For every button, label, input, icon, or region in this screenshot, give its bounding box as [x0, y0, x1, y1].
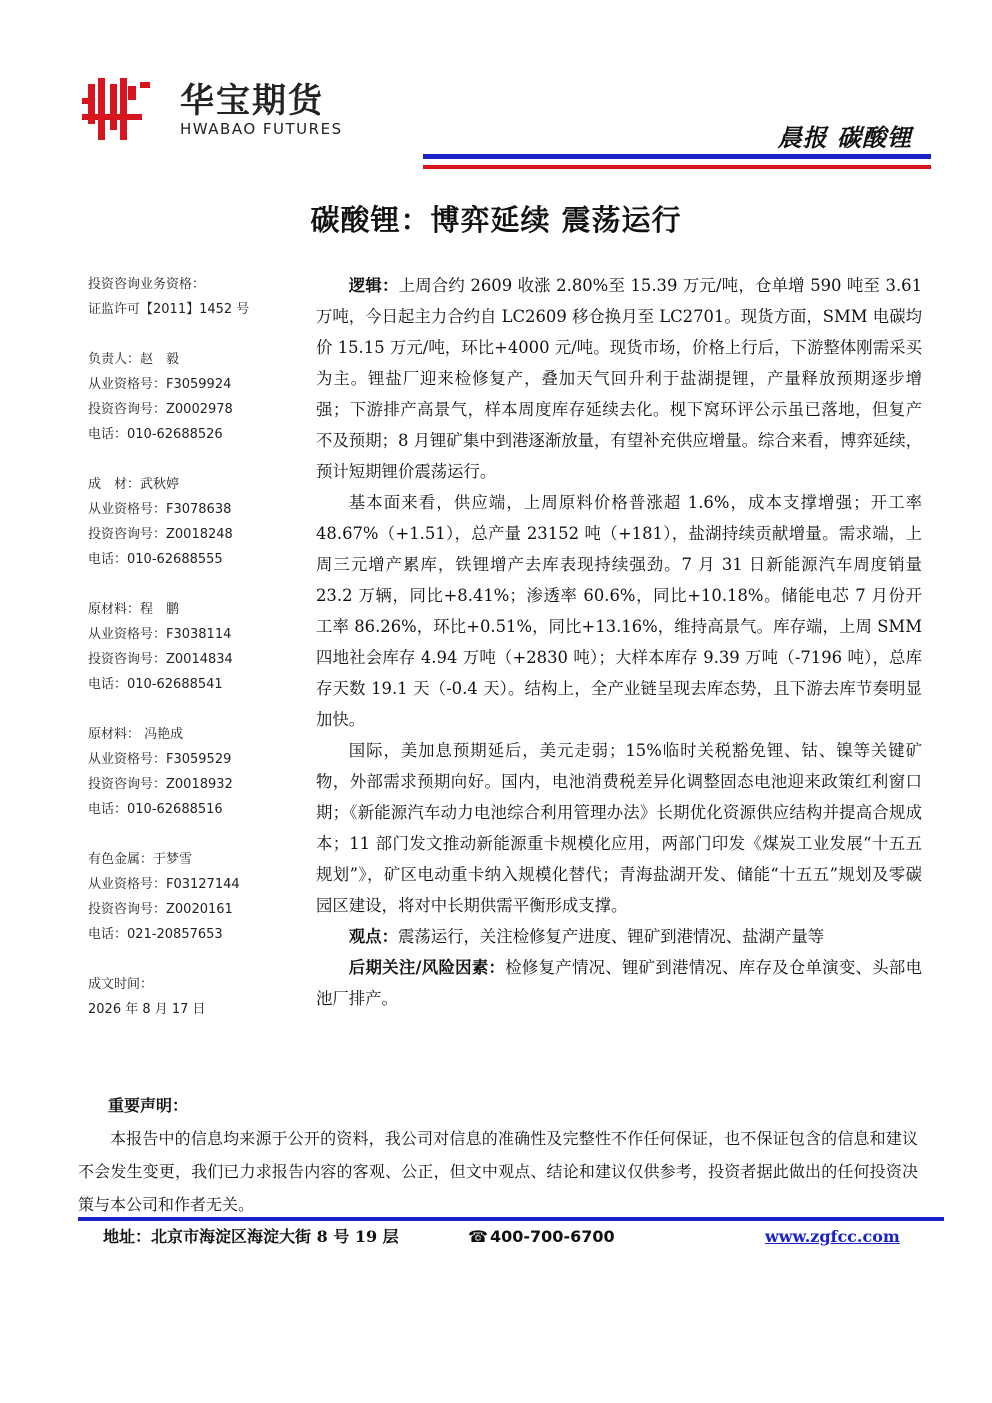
analyst-cert: 从业资格号：F3038114 — [88, 627, 232, 642]
macro-paragraph: 国际，美加息预期延后，美元走弱；15%临时关税豁免锂、钴、镍等关键矿物，外部需求预期向好。国内，电池消费税差异化调整固态电池迎来政策红利窗口期；《新能源汽车动力电池综合利用管理办法》长期优化资源供应结构并提高合规成本；11 部门发文推动新能源重卡规模化应用，两部门印发《煤炭工业发展“十五五规划”》，矿区电动重卡纳入规模化替代；青海盐湖开发、储能“十五五”规划及零碳园区建设，将对中长期供需平衡形成支撑。 — [316, 741, 922, 915]
analyst-block — [88, 847, 298, 947]
analyst-block — [88, 597, 298, 697]
telephone-icon: ☎ — [468, 1227, 488, 1246]
risk-label: 后期关注/风险因素： — [348, 958, 506, 977]
disclaimer-title: 重要声明： — [108, 1096, 189, 1115]
logo-mark — [80, 74, 380, 144]
header-rule-red — [423, 165, 931, 169]
report-type: 晨报 碳酸锂 — [777, 123, 912, 152]
analyst-role: 负责人：赵 毅 — [88, 352, 180, 367]
analyst-block — [88, 347, 298, 447]
analyst-cert: 从业资格号：F3078638 — [88, 502, 232, 517]
analyst-cert: 从业资格号：F3059529 — [88, 752, 232, 767]
header-rule-blue — [423, 154, 931, 159]
footer-phone — [468, 1226, 615, 1248]
fundamentals-paragraph: 基本面来看，供应端，上周原料价格普涨超 1.6%，成本支撑增强；开工率 48.67%（+1.51），总产量 23152 吨（+181），盐湖持续贡献增量。需求端，上周三元增产累库，铁锂增产去库表现持续强劲。7 月 31 日新能源汽车周度销量 23.2 万辆，同比+8.41%；渗透率 60.6%，同比+10.18%。储能电芯 7 月份开工率 86.26%，环比+0.51%，同比+13.16%，维持高景气。库存端，上周 SMM 四地社会库存 4.94 万吨（+2830 吨）；大样本库存 9.39 万吨（-7196 吨），总库存天数 19.1 天（-0.4 天）。结构上，全产业链呈现去库态势，且下游去库节奏明显加快。 — [316, 493, 922, 729]
view-paragraph — [316, 921, 922, 952]
analyst-block — [88, 722, 298, 822]
footer-rule — [78, 1217, 944, 1221]
logo-symbol — [82, 78, 150, 140]
report-title: 碳酸锂：博弈延续 震荡运行 — [310, 203, 682, 237]
analyst-role: 原材料：程 鹏 — [88, 602, 180, 617]
report-body — [316, 270, 922, 1014]
analyst-advisory: 投资咨询号：Z0018248 — [88, 527, 233, 542]
analyst-cert: 从业资格号：F03127144 — [88, 877, 240, 892]
view-text: 震荡运行，关注检修复产进度、锂矿到港情况、盐湖产量等 — [397, 927, 825, 946]
qualification-label: 投资咨询业务资格： — [88, 277, 206, 292]
analyst-role: 原材料： 冯艳成 — [88, 727, 184, 742]
view-label: 观点： — [348, 927, 398, 946]
analyst-phone: 电话：010-62688541 — [88, 677, 223, 692]
logic-paragraph — [316, 270, 922, 487]
risk-paragraph — [316, 952, 922, 1014]
analyst-block — [88, 472, 298, 572]
qualification-value: 证监许可【2011】1452 号 — [88, 302, 250, 317]
analyst-phone: 电话：021-20857653 — [88, 927, 223, 942]
analyst-advisory: 投资咨询号：Z0020161 — [88, 902, 233, 917]
logic-text: 上周合约 2609 收涨 2.80%至 15.39 万元/吨，仓单增 590 吨至 3.61 万吨，今日起主力合约自 LC2609 移仓换月至 LC2701。现货方面，SMM 电碳均价 15.15 万元/吨，环比+4000 元/吨。现货市场，价格上行后，下游整体刚需采买为主。锂盐厂迎来检修复产，叠加天气回升利于盐湖提锂，产量释放预期逐步增强；下游排产高景气，样本周度库存延续去化。枧下窝环评公示虽已落地，但复产不及预期；8 月锂矿集中到港逐渐放量，有望补充供应增量。综合来看，博弈延续，预计短期锂价震荡运行。 — [316, 276, 923, 481]
analyst-phone: 电话：010-62688555 — [88, 552, 223, 567]
logic-label: 逻辑： — [348, 276, 399, 295]
svg-text:华宝期货: 华宝期货 — [180, 81, 324, 121]
analyst-role: 成 材：武秋婷 — [88, 477, 180, 492]
analyst-advisory: 投资咨询号：Z0018932 — [88, 777, 233, 792]
svg-text:HWABAO FUTURES: HWABAO FUTURES — [180, 120, 343, 138]
company-logo — [80, 74, 380, 144]
disclaimer-body: 本报告中的信息均来源于公开的资料，我公司对信息的准确性及完整性不作任何保证，也不保证包含的信息和建议不会发生变更，我们已力求报告内容的客观、公正，但文中观点、结论和建议仅供参考，投资者据此做出的任何投资决策与本公司和作者无关。 — [78, 1129, 918, 1214]
phone-number: 400-700-6700 — [490, 1227, 615, 1246]
analyst-sidebar — [88, 272, 298, 1022]
written-time-value: 2026 年 8 月 17 日 — [88, 1002, 206, 1017]
analyst-cert: 从业资格号：F3059924 — [88, 377, 232, 392]
analyst-advisory: 投资咨询号：Z0014834 — [88, 652, 233, 667]
analyst-advisory: 投资咨询号：Z0002978 — [88, 402, 233, 417]
website-link[interactable]: www.zgfcc.com — [765, 1227, 900, 1246]
risk-text: 检修复产情况、锂矿到港情况、库存及仓单演变、头部电池厂排产。 — [316, 958, 922, 1008]
footer-address: 地址：北京市海淀区海淀大街 8 号 19 层 — [103, 1227, 399, 1246]
analyst-role: 有色金属：于梦雪 — [88, 852, 193, 867]
analyst-phone: 电话：010-62688526 — [88, 427, 223, 442]
analyst-phone: 电话：010-62688516 — [88, 802, 223, 817]
written-time-label: 成文时间： — [88, 977, 154, 992]
